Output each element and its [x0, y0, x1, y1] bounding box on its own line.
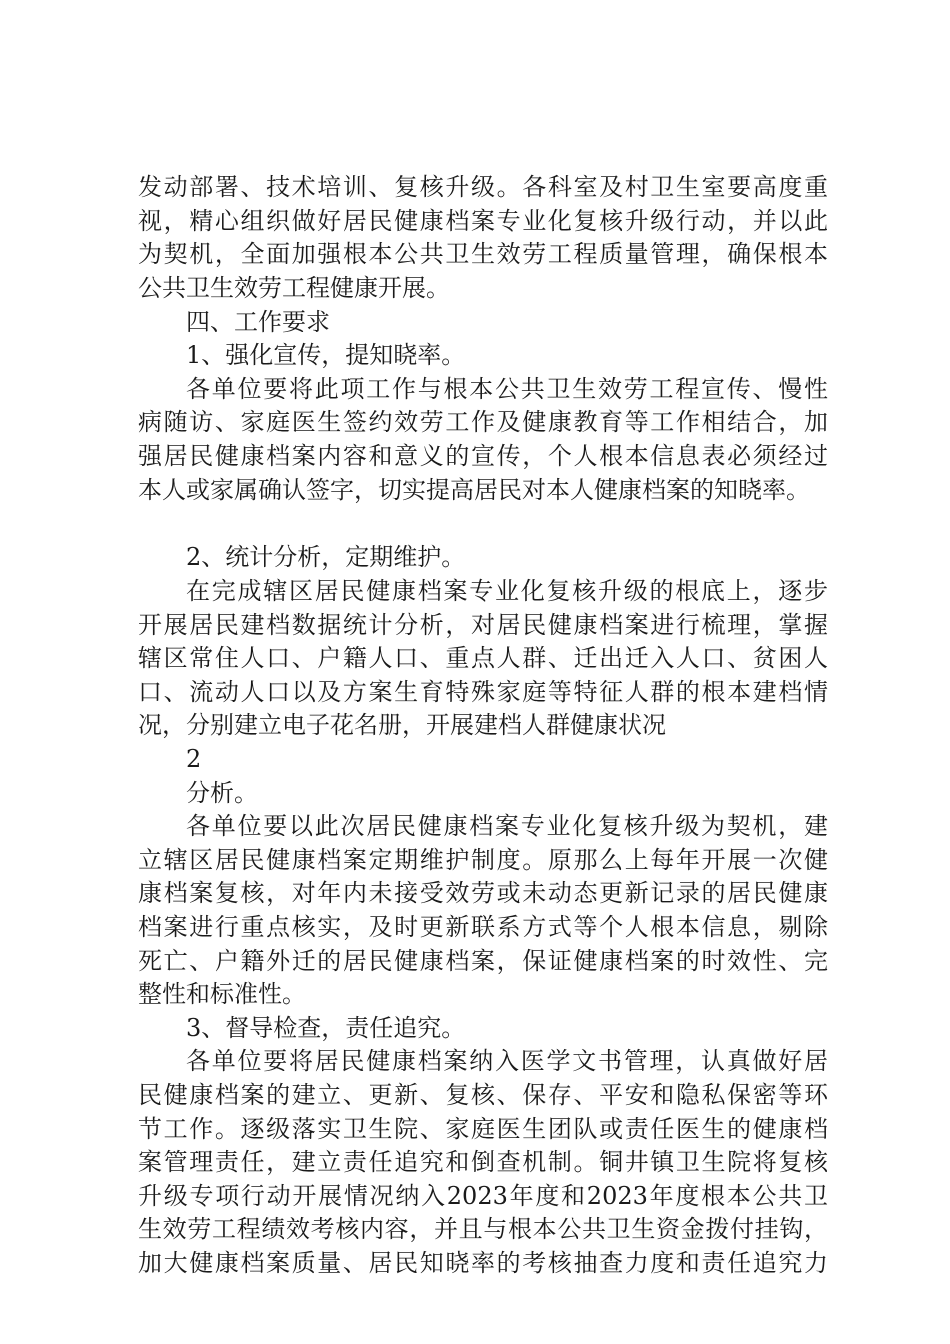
body-line: 康档案复核，对年内未接受效劳或未动态更新记录的居民健康 — [138, 879, 828, 907]
body-line: 升级专项行动开展情况纳入2023年度和2023年度根本公共卫 — [138, 1182, 828, 1210]
body-line: 节工作。逐级落实卫生院、家庭医生团队或责任医生的健康档 — [138, 1115, 828, 1143]
body-line: 档案进行重点核实，及时更新联系方式等个人根本信息，剔除 — [138, 913, 828, 941]
body-line: 开展居民建档数据统计分析，对居民健康档案进行梳理，掌握 — [138, 611, 828, 639]
body-line: 民健康档案的建立、更新、复核、保存、平安和隐私保密等环 — [138, 1081, 828, 1109]
subsection-heading: 1、强化宣传，提知晓率。 — [186, 341, 466, 369]
body-line: 分析。 — [186, 779, 258, 807]
body-line: 整性和标准性。 — [138, 980, 306, 1008]
subsection-heading: 3、督导检查，责任追究。 — [186, 1014, 466, 1042]
page-number: 2 — [186, 745, 202, 773]
body-line: 病随访、家庭医生签约效劳工作及健康教育等工作相结合，加 — [138, 408, 828, 436]
body-line: 强居民健康档案内容和意义的宣传，个人根本信息表必须经过 — [138, 442, 828, 470]
subsection-heading: 2、统计分析，定期维护。 — [186, 543, 466, 571]
body-line: 发动部署、技术培训、复核升级。各科室及村卫生室要高度重 — [138, 173, 828, 201]
body-line: 口、流动人口以及方案生育特殊家庭等特征人群的根本建档情 — [138, 678, 828, 706]
body-line: 各单位要将居民健康档案纳入医学文书管理，认真做好居 — [186, 1047, 828, 1075]
body-line: 在完成辖区居民健康档案专业化复核升级的根底上，逐步 — [186, 577, 828, 605]
body-line: 各单位要以此次居民健康档案专业化复核升级为契机，建 — [186, 812, 828, 840]
body-line: 各单位要将此项工作与根本公共卫生效劳工程宣传、慢性 — [186, 375, 828, 403]
body-line: 况，分别建立电子花名册，开展建档人群健康状况 — [138, 711, 666, 739]
body-line: 死亡、户籍外迁的居民健康档案，保证健康档案的时效性、完 — [138, 947, 828, 975]
body-line: 为契机，全面加强根本公共卫生效劳工程质量管理，确保根本 — [138, 240, 828, 268]
body-line: 立辖区居民健康档案定期维护制度。原那么上每年开展一次健 — [138, 846, 828, 874]
body-line: 本人或家属确认签字，切实提高居民对本人健康档案的知晓率。 — [138, 476, 810, 504]
section-heading: 四、工作要求 — [186, 308, 330, 336]
body-line: 辖区常住人口、户籍人口、重点人群、迁出迁入人口、贫困人 — [138, 644, 828, 672]
body-line: 生效劳工程绩效考核内容，并且与根本公共卫生资金拨付挂钩， — [138, 1215, 828, 1243]
body-line: 公共卫生效劳工程健康开展。 — [138, 274, 450, 302]
body-line: 案管理责任，建立责任追究和倒查机制。铜井镇卫生院将复核 — [138, 1148, 828, 1176]
body-line: 加大健康档案质量、居民知晓率的考核抽查力度和责任追究力 — [138, 1249, 828, 1277]
body-line: 视，精心组织做好居民健康档案专业化复核升级行动，并以此 — [138, 207, 828, 235]
